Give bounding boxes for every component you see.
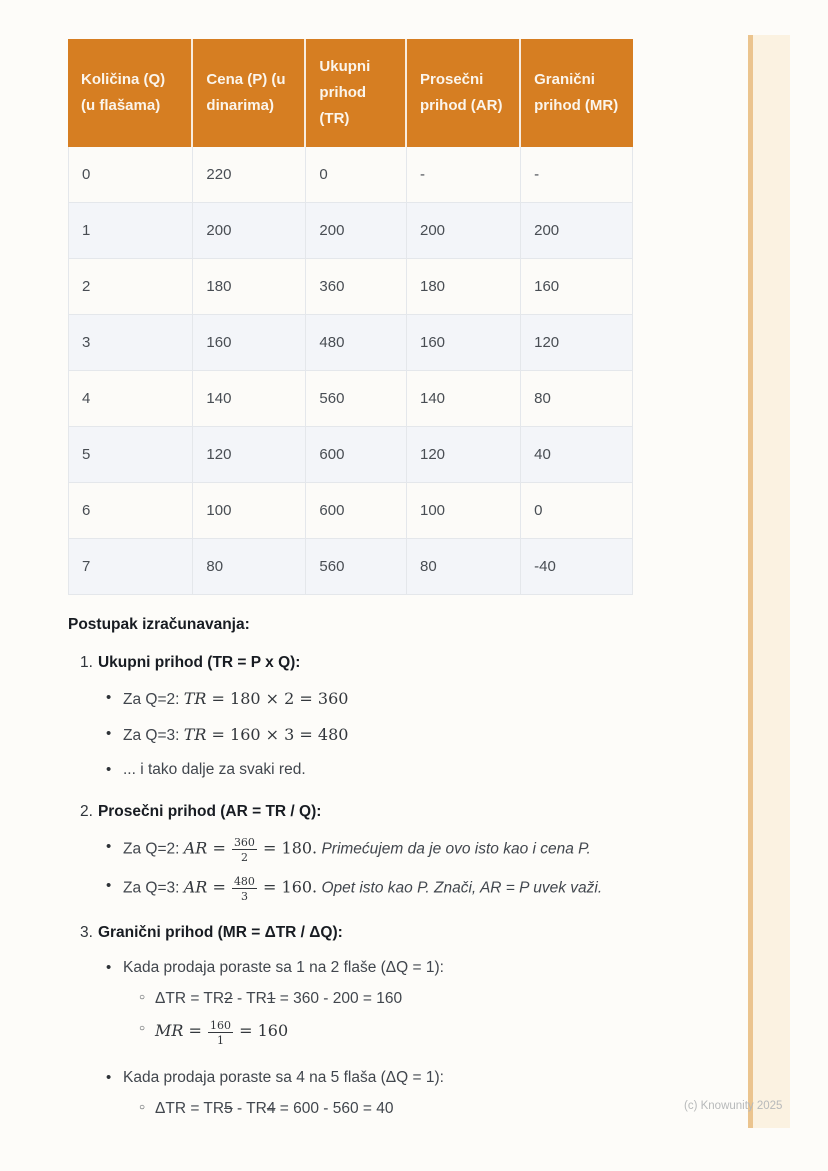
bullet-list — [80, 688, 708, 781]
fraction: $\frac{480}{3}$ — [233, 874, 255, 903]
section-heading — [80, 654, 708, 672]
table-row — [68, 483, 633, 539]
table-cell: 0 — [521, 483, 633, 539]
list-item — [106, 876, 708, 902]
bullet-icon: • — [106, 724, 112, 742]
text-segment: 2 — [224, 989, 233, 1007]
section-number: 1. — [80, 654, 93, 671]
table-cell: 140 — [407, 371, 521, 427]
table-cell: 7 — [68, 539, 193, 595]
column-header: Granični prihod (MR) — [521, 39, 633, 147]
text-segment: Opet isto kao P. Znači, AR = P uvek važi. — [317, 879, 603, 897]
steps-list — [68, 654, 708, 1129]
column-header: Ukupni prihod (TR) — [306, 39, 407, 147]
table-header-row — [68, 39, 633, 147]
text-segment: = 160. — [257, 877, 318, 897]
text-segment: Za Q=3: — [123, 726, 184, 744]
table-cell: - — [407, 147, 521, 203]
bullet-icon: • — [106, 958, 112, 976]
table-cell: - — [521, 147, 633, 203]
text-segment: = 180. — [257, 838, 318, 858]
text-segment: = — [207, 877, 231, 897]
bullet-text — [123, 837, 591, 863]
table-row — [68, 203, 633, 259]
table-cell: 360 — [306, 259, 407, 315]
table-cell: 180 — [193, 259, 306, 315]
list-item — [139, 988, 444, 1010]
text-segment: ... i tako dalje za svaki red. — [123, 760, 306, 778]
text-segment: - TR — [232, 1099, 267, 1117]
text-segment: TR — [183, 724, 207, 744]
text-segment: Za Q=2: — [123, 691, 184, 708]
list-item — [106, 760, 708, 781]
bullet-text — [123, 958, 444, 1055]
section-title: Ukupni prihod (TR = P x Q): — [97, 654, 301, 671]
table-cell: 100 — [193, 483, 306, 539]
sub-list — [123, 988, 444, 1046]
text-segment: = 160 × 3 = 480 — [206, 724, 349, 744]
fraction: $\frac{360}{2}$ — [233, 835, 255, 864]
table-row — [68, 539, 633, 595]
table-cell: 600 — [306, 427, 407, 483]
bullet-text — [123, 876, 602, 902]
bullet-icon: • — [106, 876, 112, 894]
table-cell: 200 — [521, 203, 633, 259]
table-cell: 100 — [407, 483, 521, 539]
bullet-text — [123, 688, 348, 711]
table-cell: 160 — [193, 315, 306, 371]
column-header: Količina (Q) (u flašama) — [68, 39, 193, 147]
table-cell: 560 — [306, 371, 407, 427]
table-cell: 200 — [407, 203, 521, 259]
table-row — [68, 315, 633, 371]
table-cell: 160 — [521, 259, 633, 315]
bullet-icon: ○ — [139, 1023, 146, 1035]
table-cell: 80 — [193, 539, 306, 595]
table-cell: 0 — [306, 147, 407, 203]
text-segment: = — [183, 1021, 208, 1041]
text-segment: = 180 × 2 = 360 — [206, 689, 349, 708]
text-segment: 4 — [266, 1099, 276, 1117]
table-cell: 140 — [193, 371, 306, 427]
table-row — [68, 147, 633, 203]
page-title: Postupak izračunavanja: — [68, 616, 250, 633]
section-heading — [80, 924, 708, 942]
text-segment: MR — [155, 1021, 184, 1041]
text-segment: Kada prodaja poraste sa 4 na 5 flaša (ΔQ = 1): — [123, 1068, 444, 1086]
table-row — [68, 259, 633, 315]
table-cell: 200 — [306, 203, 407, 259]
bullet-text — [123, 1068, 444, 1129]
section-title: Granični prihod (MR = ΔTR / ΔQ): — [97, 923, 343, 941]
table-cell: 120 — [521, 315, 633, 371]
text-segment: Za Q=3: — [123, 879, 184, 897]
list-item — [139, 1019, 444, 1046]
step-section — [80, 803, 708, 902]
table-row — [68, 427, 633, 483]
table-cell: 480 — [306, 315, 407, 371]
table-row — [68, 371, 633, 427]
table-cell: 160 — [407, 315, 521, 371]
content-area — [68, 616, 708, 1151]
text-segment: = 360 - 200 = 160 — [275, 989, 403, 1007]
bullet-text — [155, 1098, 394, 1120]
column-header: Prosečni prihod (AR) — [407, 39, 521, 147]
table-cell: 5 — [68, 427, 193, 483]
step-section — [80, 924, 708, 1130]
section-number: 3. — [80, 923, 93, 941]
sub-list — [123, 1098, 444, 1120]
text-segment: ΔTR = TR — [155, 1099, 225, 1117]
bullet-text — [155, 1019, 288, 1046]
revenue-table — [68, 39, 633, 595]
table-cell: 560 — [306, 539, 407, 595]
text-segment: = 600 - 560 = 40 — [275, 1099, 394, 1117]
table-cell: 220 — [193, 147, 306, 203]
table-cell: 6 — [68, 483, 193, 539]
right-accent-bar — [748, 35, 790, 1128]
column-header: Cena (P) (u dinarima) — [193, 39, 306, 147]
text-segment: TR — [183, 689, 207, 708]
bullet-list — [80, 958, 708, 1130]
fraction: $\frac{160}{1}$ — [210, 1018, 232, 1047]
section-heading — [80, 803, 708, 821]
step-section — [80, 654, 708, 781]
bullet-text — [123, 760, 306, 781]
bullet-text — [155, 988, 402, 1010]
list-item — [106, 724, 708, 747]
text-segment: = — [207, 838, 231, 858]
table-cell: 40 — [521, 427, 633, 483]
section-title: Prosečni prihod (AR = TR / Q): — [97, 802, 322, 820]
bullet-icon: ○ — [139, 991, 146, 1003]
table-cell: 200 — [193, 203, 306, 259]
table-cell: 2 — [68, 259, 193, 315]
bullet-icon: • — [106, 1068, 112, 1086]
table-cell: -40 — [521, 539, 633, 595]
text-segment: - TR — [232, 989, 267, 1007]
text-segment: = 160 — [234, 1021, 289, 1041]
table-cell: 120 — [193, 427, 306, 483]
table-cell: 120 — [407, 427, 521, 483]
text-segment: Primećujem da je ovo isto kao i cena P. — [317, 840, 591, 858]
bullet-icon: • — [106, 689, 112, 706]
bullet-text — [123, 724, 348, 747]
bullet-icon: • — [106, 760, 112, 778]
table-cell: 0 — [68, 147, 193, 203]
table-body — [68, 147, 633, 595]
text-segment: Kada prodaja poraste sa 1 na 2 flaše (ΔQ = 1): — [123, 958, 444, 976]
list-item — [139, 1098, 444, 1120]
list-item — [106, 958, 708, 1055]
text-segment: 1 — [266, 989, 276, 1007]
list-item — [106, 837, 708, 863]
list-item — [106, 688, 708, 711]
text-segment: 5 — [224, 1099, 233, 1117]
table-cell: 180 — [407, 259, 521, 315]
text-segment: AR — [183, 877, 208, 897]
text-segment: Za Q=2: — [123, 840, 184, 858]
table-cell: 4 — [68, 371, 193, 427]
table-cell: 600 — [306, 483, 407, 539]
text-segment: AR — [183, 838, 208, 858]
bullet-icon: ○ — [139, 1101, 146, 1113]
table-cell: 3 — [68, 315, 193, 371]
list-item — [106, 1068, 708, 1129]
table-cell: 1 — [68, 203, 193, 259]
copyright-watermark: (c) Knowunity 2025 — [684, 1100, 783, 1112]
table-cell: 80 — [407, 539, 521, 595]
section-number: 2. — [80, 802, 93, 820]
table-cell: 80 — [521, 371, 633, 427]
bullet-list — [80, 837, 708, 902]
bullet-icon: • — [106, 837, 112, 855]
text-segment: ΔTR = TR — [155, 989, 225, 1007]
